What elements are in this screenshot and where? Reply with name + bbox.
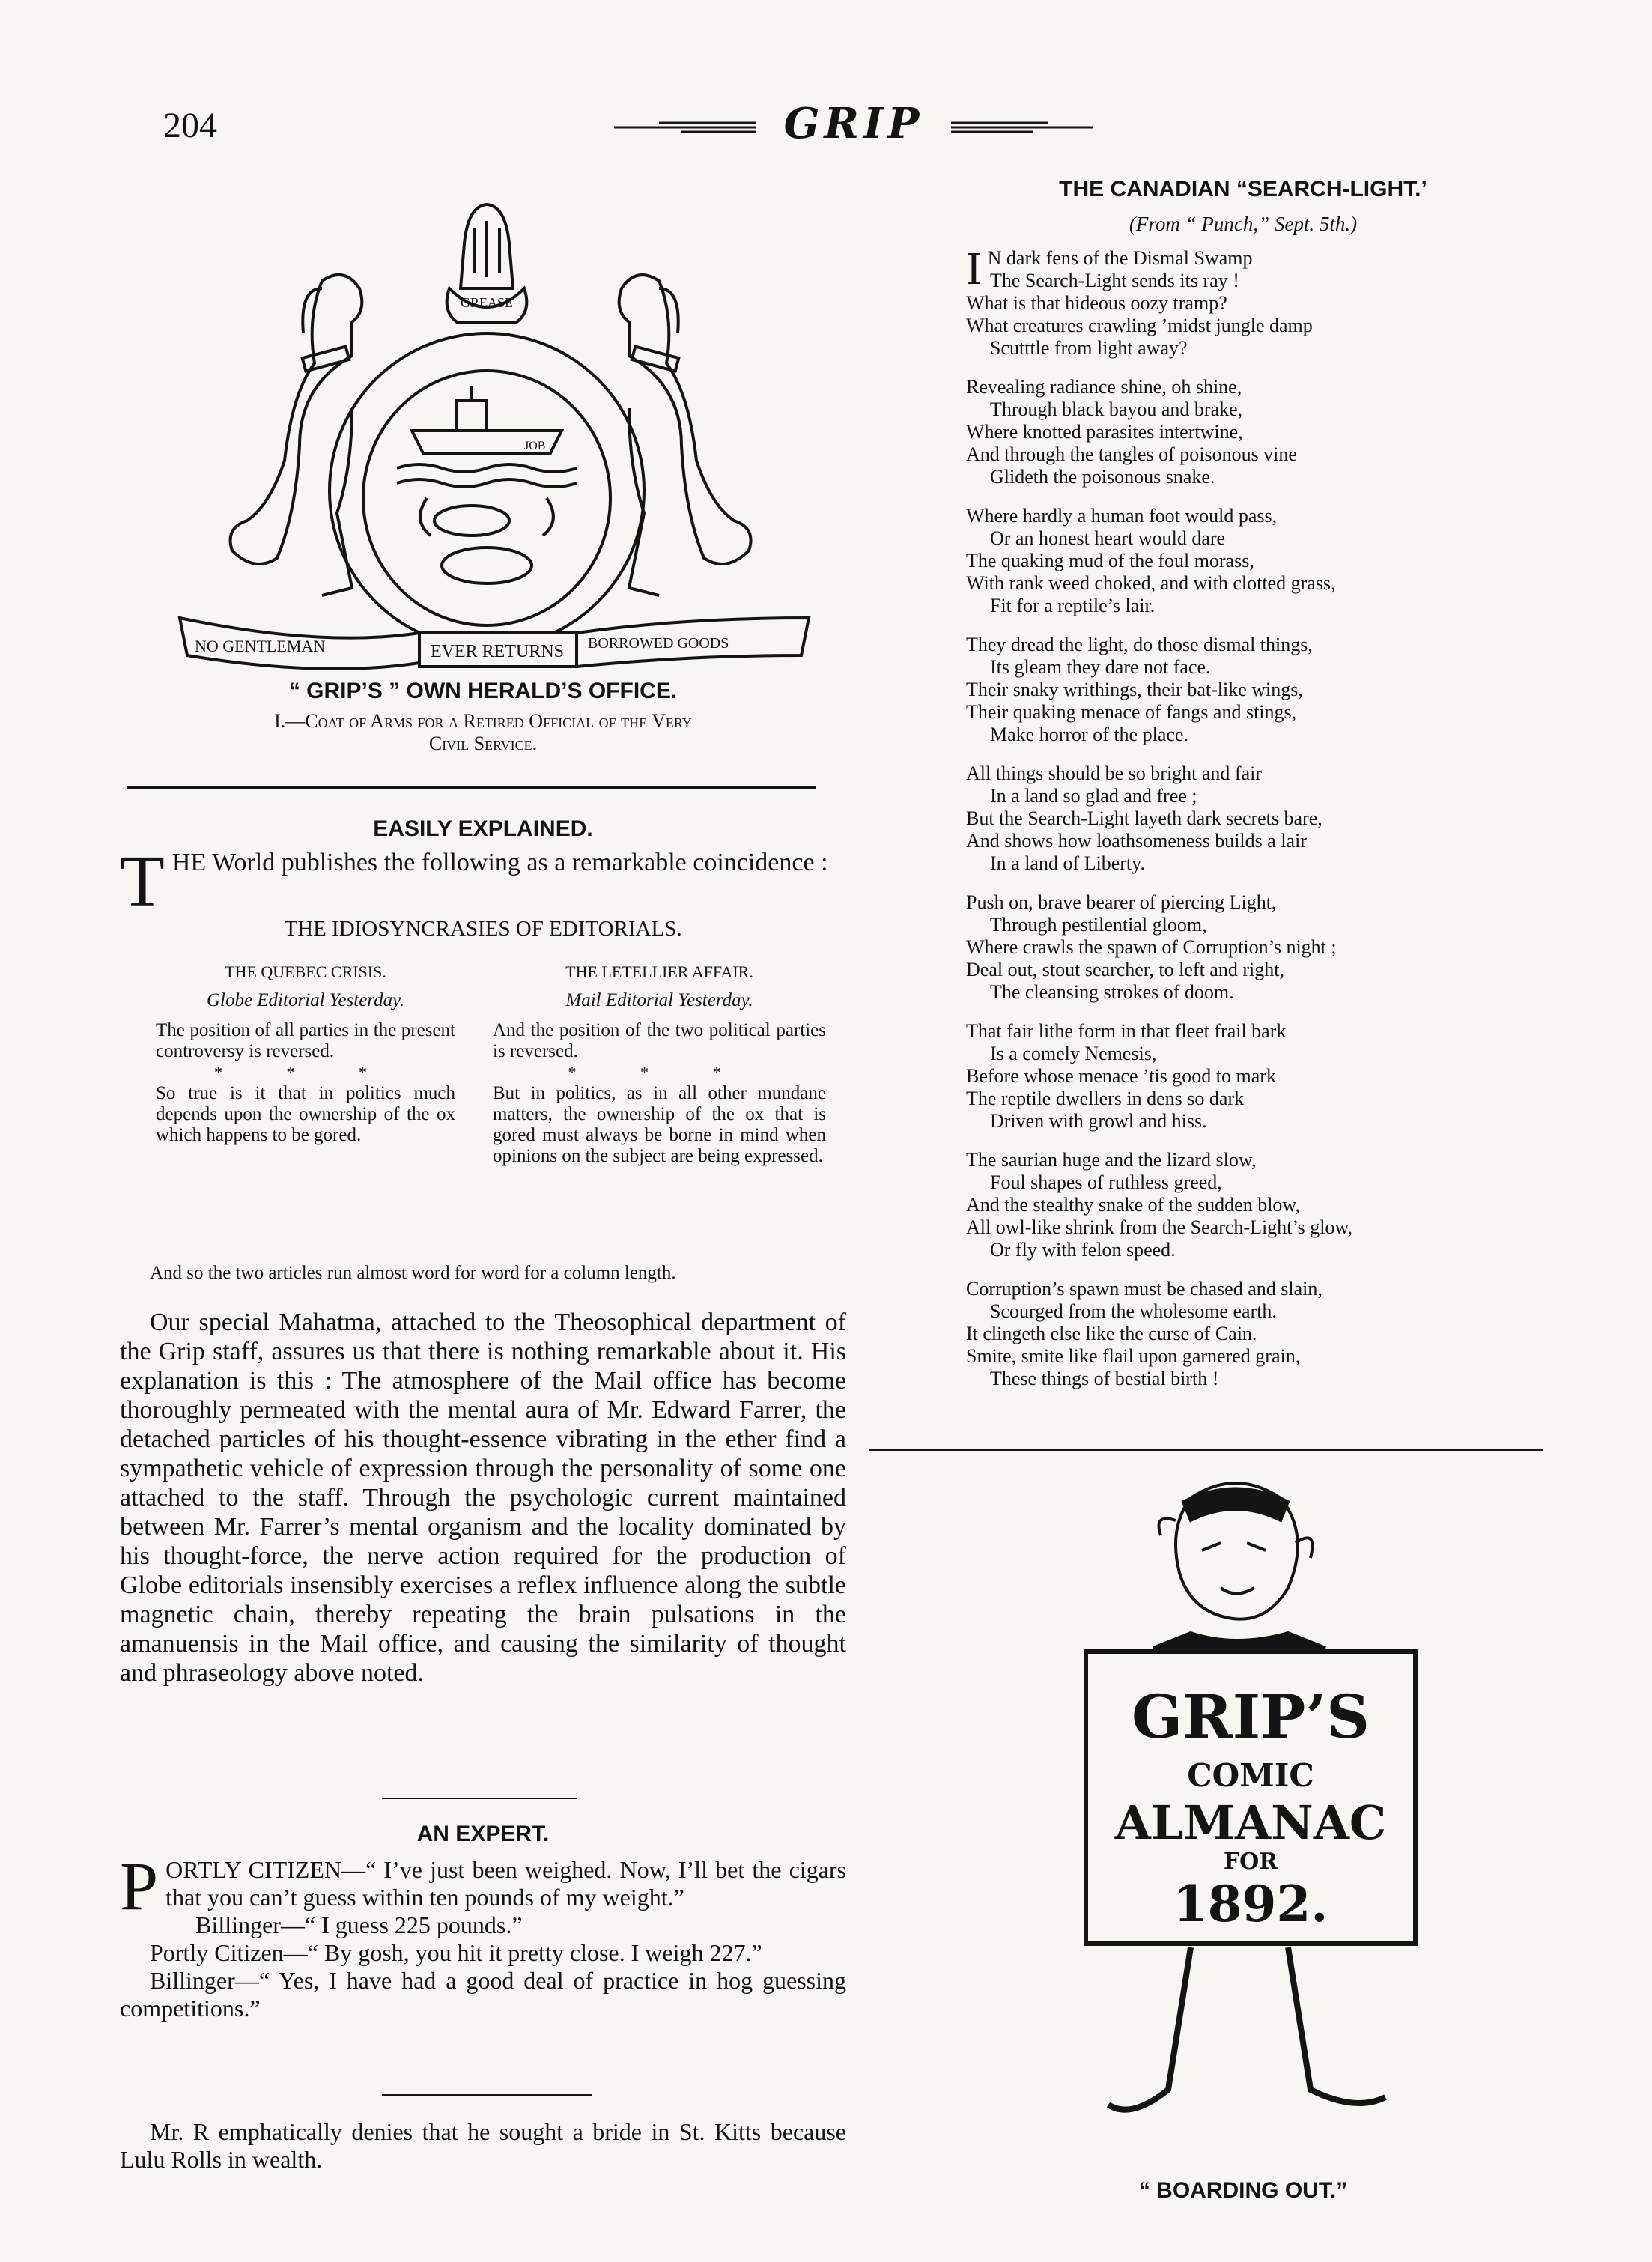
poem-line: It clingeth else like the curse of Cain. bbox=[966, 1323, 1257, 1344]
poem-stanza bbox=[966, 762, 1520, 875]
svg-text:GREASE: GREASE bbox=[461, 295, 514, 310]
poem-line: But the Search-Light layeth dark secrets bare, bbox=[966, 807, 1322, 829]
poem-line: The cleansing strokes of doom. bbox=[990, 981, 1234, 1003]
sign-line3: ALMANAC bbox=[1114, 1795, 1387, 1850]
poem-line: They dread the light, do those dismal things, bbox=[966, 634, 1313, 655]
sign-line1: GRIP’S bbox=[1131, 1682, 1370, 1752]
masthead-title: GRIP bbox=[783, 99, 924, 148]
motto-center: EVER RETURNS bbox=[431, 642, 565, 661]
poem-stanza bbox=[966, 243, 1520, 360]
easily-heading: EASILY EXPLAINED. bbox=[373, 816, 593, 841]
poem-line: N dark fens of the Dismal Swamp bbox=[987, 247, 1253, 269]
poem-line: Glideth the poisonous snake. bbox=[990, 466, 1215, 488]
poem-line: In a land of Liberty. bbox=[990, 852, 1145, 874]
idiosyncrasies-title: THE IDIOSYNCRASIES OF EDITORIALS. bbox=[284, 917, 682, 941]
motto-left: NO GENTLEMAN bbox=[195, 637, 326, 655]
poem-line: Their quaking menace of fangs and stings, bbox=[966, 701, 1297, 723]
poem-line: What creatures crawling ’midst jungle damp bbox=[966, 315, 1313, 336]
poem-line: And shows how loathsomeness builds a lair bbox=[966, 830, 1307, 852]
herald-title: “ GRIP’S ” OWN HERALD’S OFFICE. bbox=[288, 679, 678, 703]
poem-line: And the stealthy snake of the sudden blow, bbox=[966, 1194, 1300, 1216]
divider bbox=[382, 2094, 592, 2096]
poem-stanza bbox=[966, 634, 1520, 746]
poem-line: Scutttle from light away? bbox=[990, 337, 1188, 359]
poem-line: What is that hideous oozy tramp? bbox=[966, 292, 1227, 314]
poem-line: Deal out, stout searcher, to left and right, bbox=[966, 959, 1284, 980]
poem-line: Is a comely Nemesis, bbox=[990, 1043, 1157, 1064]
poem-title: THE CANADIAN “SEARCH-LIGHT.’ bbox=[1059, 177, 1427, 201]
poem-line: All things should be so bright and fair bbox=[966, 762, 1263, 784]
masthead bbox=[614, 96, 1093, 163]
expert-body: PORTLY CITIZEN—“ I’ve just been weighed. Now, I’ll bet the cigars that you can’t guess within ten pounds of my weight.” Billinger—“ I guess 225 pounds.” Portly Citizen—“ By gosh, you hit it pretty close. I weigh 227.” Billinger—“ Yes, I have had a good deal of practice in hog guessing competitions.” bbox=[120, 1848, 846, 2022]
poem-line: The quaking mud of the foul morass, bbox=[966, 550, 1254, 571]
boarding-caption: “ BOARDING OUT.” bbox=[1138, 2178, 1348, 2203]
divider bbox=[382, 1798, 577, 1799]
poem-line: Through black bayou and brake, bbox=[990, 398, 1243, 420]
poem-stanza bbox=[966, 1149, 1520, 1261]
herald-subtitle: I.—Coat of Arms for a Retired Official of the Very Civil Service. bbox=[274, 710, 692, 754]
poem-line: All owl-like shrink from the Search-Light’s glow, bbox=[966, 1216, 1353, 1238]
poem-stanza bbox=[966, 891, 1520, 1004]
poem-line: Where hardly a human foot would pass, bbox=[966, 505, 1278, 527]
poem-line: Their snaky writhings, their bat-like wings, bbox=[966, 679, 1303, 700]
poem-line: The Search-Light sends its ray ! bbox=[990, 270, 1239, 291]
poem-line: Scourged from the wholesome earth. bbox=[990, 1300, 1277, 1322]
poem-stanza bbox=[966, 1278, 1520, 1390]
poem-line: That fair lithe form in that fleet frail bark bbox=[966, 1020, 1287, 1042]
easily-closing: And so the two articles run almost word for word for a column length. bbox=[150, 1263, 676, 1283]
poem-line: Before whose menace ’tis good to mark bbox=[966, 1065, 1276, 1087]
poem-line: Smite, smite like flail upon garnered grain, bbox=[966, 1345, 1301, 1367]
poem-line: The saurian huge and the lizard slow, bbox=[966, 1149, 1257, 1171]
poem-line: And through the tangles of poisonous vine bbox=[966, 443, 1297, 465]
coat-of-arms-illustration bbox=[172, 198, 816, 670]
poem-line: Its gleam they dare not face. bbox=[990, 656, 1211, 678]
poem-line: Where crawls the spawn of Corruption’s night ; bbox=[966, 936, 1337, 958]
mr-r-note: Mr. R emphatically denies that he sought a bride in St. Kitts because Lulu Rolls in wealth. bbox=[120, 2118, 846, 2173]
sign-line5: 1892. bbox=[1173, 1875, 1328, 1933]
poem-line: Or an honest heart would dare bbox=[990, 527, 1226, 549]
poem-line: Fit for a reptile’s lair. bbox=[990, 595, 1156, 616]
sign-line2: COMIC bbox=[1187, 1757, 1314, 1794]
poem-source: (From “ Punch,” Sept. 5th.) bbox=[1129, 213, 1358, 235]
poem-line: Make horror of the place. bbox=[990, 724, 1188, 745]
poem-line: With rank weed choked, and with clotted grass, bbox=[966, 572, 1336, 594]
poem-stanza bbox=[966, 1020, 1520, 1132]
poem-line: Revealing radiance shine, oh shine, bbox=[966, 376, 1242, 398]
poem-body bbox=[966, 243, 1520, 1407]
letellier-column: THE LETELLIER AFFAIR. Mail Editorial Yesterday. And the position of the two political parties is reversed. * * * But in politics, as in all other mundane matters, the ownership of the ox that is gored must always be borne in mind when opinions on the subject are being expressed. bbox=[493, 962, 826, 1166]
svg-text:JOB: JOB bbox=[524, 440, 546, 452]
sign-line4: FOR bbox=[1223, 1849, 1278, 1875]
poem-line: Corruption’s spawn must be chased and slain, bbox=[966, 1278, 1322, 1300]
poem-stanza bbox=[966, 376, 1520, 488]
divider bbox=[869, 1449, 1543, 1451]
poem-line: Push on, brave bearer of piercing Light, bbox=[966, 891, 1277, 913]
poem-line: The reptile dwellers in dens so dark bbox=[966, 1088, 1245, 1109]
poem-line: Where knotted parasites intertwine, bbox=[966, 421, 1243, 443]
poem-stanza bbox=[966, 505, 1520, 617]
easily-body: Our special Mahatma, attached to the Theosophical department of the Grip staff, assures us that there is nothing remarkable about it. His explanation is this : The atmosphere of the Mail office has become thoroughly permeated with the mental aura of Mr. Edward Farrer, the detached particles of his thought-essence vibrating in the ether find a sympathetic vehicle of expression through the personality of some one attached to the staff. Through the psychologic current maintained between Mr. Farrer’s mental organism and the locality dominated by his thought-force, the nerve action required for the production of Globe editorials insensibly exercises a reflex influence along the subtle magnetic chain, thereby repeating the brain pulsations in the amanuensis in the Mail office, and causing the similarity of thought and phraseology above noted. bbox=[120, 1309, 846, 1687]
easily-intro: THE World publishes the following as a remarkable coincidence : bbox=[120, 841, 828, 922]
page-number: 204 bbox=[163, 106, 217, 145]
poem-line: Through pestilential gloom, bbox=[990, 914, 1207, 936]
poem-dropcap: I bbox=[966, 243, 982, 294]
poem-line: Foul shapes of ruthless greed, bbox=[990, 1171, 1222, 1193]
boarding-out-illustration bbox=[1041, 1468, 1460, 2172]
poem-line: Or fly with felon speed. bbox=[990, 1239, 1176, 1261]
expert-heading: AN EXPERT. bbox=[416, 1822, 550, 1846]
poem-line: Driven with growl and hiss. bbox=[990, 1110, 1207, 1132]
motto-right: BORROWED GOODS bbox=[588, 635, 729, 652]
poem-line: In a land so glad and free ; bbox=[990, 785, 1197, 807]
quebec-column: THE QUEBEC CRISIS. Globe Editorial Yesterday. The position of all parties in the present controversy is reversed. * * * So true is it that in politics much depends upon the ownership of the ox which happens to be gored. bbox=[156, 962, 455, 1145]
divider bbox=[127, 786, 816, 789]
poem-line: These things of bestial birth ! bbox=[990, 1368, 1219, 1389]
